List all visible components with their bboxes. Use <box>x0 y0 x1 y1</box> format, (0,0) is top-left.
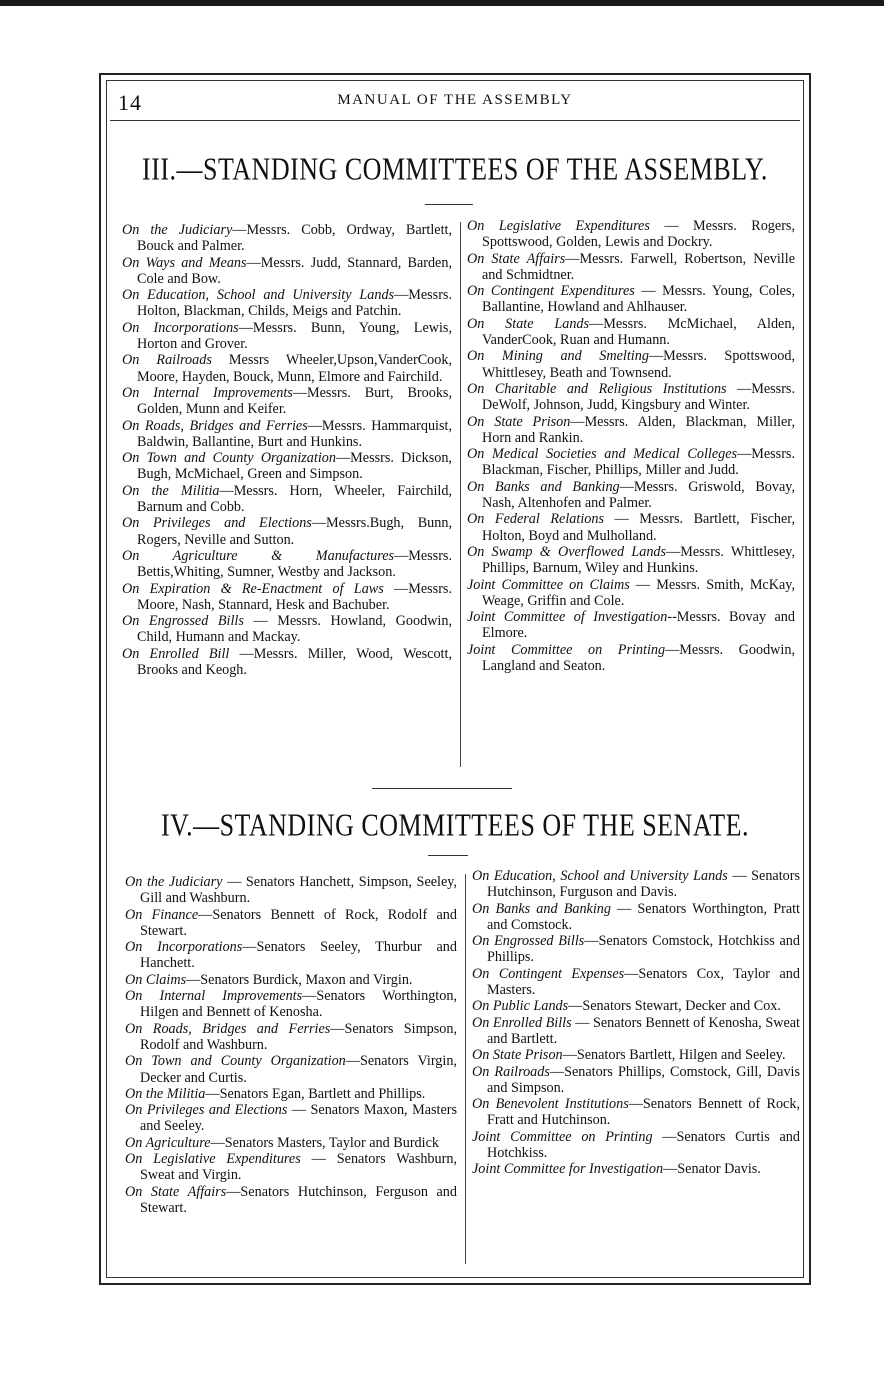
committee-name: On Enrolled Bill <box>122 645 230 662</box>
committee-entry <box>467 446 795 479</box>
committee-entry <box>125 1021 457 1054</box>
committee-members: —Messrs. Bunn, Young, Lewis, Horton and Grover. <box>137 319 452 353</box>
committee-entry <box>472 1047 800 1063</box>
committee-entry <box>472 933 800 966</box>
committee-members: —Messrs. Horn, Wheeler, Fairchild, Barnum and Cobb. <box>137 482 452 516</box>
committee-name: On State Affairs <box>467 250 566 267</box>
committee-name: On Education, School and University Lands <box>122 287 395 304</box>
page-number: 14 <box>118 90 142 115</box>
committee-name: On State Lands <box>467 315 590 332</box>
committee-members: —Messrs. Griswold, Bovay, Nash, Altenhofen and Palmer. <box>482 478 795 512</box>
committee-entry <box>122 287 452 320</box>
committee-entry <box>122 320 452 353</box>
senate-title-rule <box>428 855 468 856</box>
committee-name: On Railroads <box>472 1063 550 1080</box>
committee-members: —Senators Hutchinson, Ferguson and Stewart. <box>140 1183 457 1216</box>
committee-members: —Senators Bennett of Rock, Fratt and Hutchinson. <box>487 1096 800 1129</box>
committee-members: — Senators Bennett of Kenosha, Sweat and Bartlett. <box>487 1014 800 1047</box>
committee-name: On Privileges and Elections <box>125 1102 288 1119</box>
committee-name: On Charitable and Religious Institutions <box>467 380 727 397</box>
committee-entry <box>122 222 452 255</box>
committee-members: —Senators Simpson, Rodolf and Washburn. <box>140 1020 457 1053</box>
committee-entry <box>122 352 452 385</box>
committee-members: —Senators Burdick, Maxon and Virgin. <box>186 971 413 988</box>
committee-name: Joint Committee of Investigation <box>467 609 668 626</box>
committee-name: On Legislative Expenditures <box>467 218 650 234</box>
committee-entry <box>125 907 457 940</box>
committee-members: —Senators Bennett of Rock, Rodolf and Stewart. <box>140 906 457 939</box>
senate-section-title: IV.—STANDING COMMITTEES OF THE SENATE. <box>161 808 749 843</box>
committee-members: — Messrs. Rogers, Spottswood, Golden, Lewis and Dockry. <box>482 218 795 251</box>
committee-entry <box>472 966 800 999</box>
committee-entry <box>125 1086 457 1102</box>
committee-entry <box>472 1129 800 1162</box>
committee-entry <box>125 1102 457 1135</box>
committee-members: — Messrs. Smith, McKay, Weage, Griffin and Cole. <box>482 576 795 609</box>
committee-name: On Public Lands <box>472 998 569 1015</box>
committee-name: Joint Committee for Investigation <box>472 1161 664 1178</box>
committee-name: On Railroads <box>122 352 212 369</box>
committee-name: On Education, School and University Lands <box>472 868 728 884</box>
committee-entry <box>472 1096 800 1129</box>
committee-name: On Agriculture <box>125 1134 211 1151</box>
committee-entry <box>467 348 795 381</box>
committee-entry <box>467 414 795 447</box>
committee-members: — Senators Washburn, Sweat and Virgin. <box>140 1151 457 1184</box>
committee-entry <box>467 577 795 610</box>
header-rule <box>110 120 800 121</box>
committee-entry <box>122 581 452 614</box>
committee-name: On the Militia <box>122 482 220 499</box>
committee-entry <box>467 381 795 414</box>
committee-entry <box>122 255 452 288</box>
committee-entry <box>472 1161 800 1177</box>
committee-entry <box>122 385 452 418</box>
committee-entry <box>467 642 795 675</box>
committee-entry <box>125 988 457 1021</box>
committee-name: On Internal Improvements <box>125 988 303 1005</box>
committee-members: — Messrs. Young, Coles, Ballantine, Howland and Ahlhauser. <box>482 283 795 316</box>
committee-entry <box>125 1053 457 1086</box>
committee-entry <box>467 251 795 284</box>
committee-entry <box>467 218 795 251</box>
committee-entry <box>472 901 800 934</box>
committee-entry <box>467 479 795 512</box>
committee-members: —Messrs. Farwell, Robertson, Neville and Schmidtner. <box>482 250 795 283</box>
committee-name: On Medical Societies and Medical Colleges <box>467 446 738 463</box>
committee-members: —Messrs. Moore, Nash, Stannard, Hesk and Bachuber. <box>137 580 452 613</box>
committee-name: Joint Committee on Printing <box>472 1128 653 1145</box>
committee-members: — Senators Hanchett, Simpson, Seeley, Gill and Washburn. <box>140 874 458 907</box>
committee-members: — Senators Hutchinson, Furguson and Davis. <box>487 868 800 901</box>
senate-column-divider <box>465 874 466 1264</box>
page-top-edge <box>0 0 884 6</box>
committee-members: —Messrs. Blackman, Fischer, Phillips, Miller and Judd. <box>482 446 795 479</box>
committee-entry <box>125 1184 457 1217</box>
section-divider-rule <box>372 788 512 789</box>
committee-entry <box>467 544 795 577</box>
committee-members: —Senators Worthington, Hilgen and Bennett of Kenosha. <box>140 988 457 1021</box>
committee-entry <box>122 613 452 646</box>
committee-entry <box>472 998 800 1014</box>
committee-name: On Banks and Banking <box>467 478 620 495</box>
committee-name: On Roads, Bridges and Ferries <box>125 1020 331 1037</box>
committee-members: —Senator Davis. <box>663 1161 761 1178</box>
committee-entry <box>467 511 795 544</box>
committee-entry <box>467 609 795 642</box>
committee-name: On Ways and Means <box>122 254 247 271</box>
committee-name: On State Prison <box>467 413 571 430</box>
committee-name: On the Judiciary <box>122 222 233 238</box>
assembly-title-rule <box>425 204 473 205</box>
assembly-section-title: III.—STANDING COMMITTEES OF THE ASSEMBLY. <box>142 152 768 187</box>
committee-name: On Contingent Expenditures <box>467 283 635 300</box>
running-head: MANUAL OF THE ASSEMBLY <box>337 92 573 108</box>
committee-entry <box>472 1015 800 1048</box>
committee-entry <box>122 450 452 483</box>
committee-name: On Contingent Expenses <box>472 965 625 982</box>
committee-name: On Internal Improvements <box>122 384 293 401</box>
committee-members: —Messrs. Cobb, Ordway, Bartlett, Bouck and Palmer. <box>137 222 452 255</box>
committee-members: —Messrs. Spottswood, Whittlesey, Beath and Townsend. <box>482 348 795 381</box>
committee-members: —Senators Egan, Bartlett and Phillips. <box>205 1085 426 1102</box>
committee-name: On Benevolent Institutions <box>472 1096 629 1113</box>
committee-name: Joint Committee on Printing <box>467 641 666 658</box>
committee-name: On Roads, Bridges and Ferries <box>122 417 308 434</box>
committee-name: On Engrossed Bills <box>472 933 585 950</box>
committee-entry <box>125 1151 457 1184</box>
committee-members: —Messrs. Whittlesey, Phillips, Barnum, Wiley and Hunkins. <box>482 543 796 577</box>
committee-entry <box>467 316 795 349</box>
committee-name: On Incorporations <box>122 319 239 336</box>
committee-members: —Senators Cox, Taylor and Masters. <box>487 965 800 999</box>
committee-members: —Messrs. Dickson, Bugh, McMichael, Green and Simpson. <box>137 450 452 483</box>
committee-members: —Messrs. Holton, Blackman, Childs, Meigs and Patchin. <box>137 287 452 320</box>
committee-members: —Messrs. Hammarquist, Baldwin, Ballantine, Burt and Hunkins. <box>137 417 452 450</box>
assembly-column-divider <box>460 222 461 767</box>
committee-members: —Messrs. Miller, Wood, Wescott, Brooks and Keogh. <box>137 645 452 679</box>
committee-members: —Messrs. McMichael, Alden, VanderCook, Ruan and Humann. <box>482 315 795 349</box>
committee-entry <box>472 868 800 901</box>
committee-name: On Expiration & Re-Enactment of Laws <box>122 580 384 597</box>
committee-members: —Senators Comstock, Hotchkiss and Phillips. <box>487 933 800 966</box>
committee-entry <box>122 418 452 451</box>
committee-members: Messrs Wheeler,Upson,VanderCook, Moore, Hayden, Bouck, Munn, Elmore and Fairchild. <box>137 352 452 385</box>
committee-members: --Messrs. Bovay and Elmore. <box>482 609 795 642</box>
committee-members: —Senators Masters, Taylor and Burdick <box>210 1134 439 1151</box>
committee-name: On Banks and Banking <box>472 900 611 917</box>
assembly-right-column <box>467 218 795 674</box>
committee-entry <box>122 483 452 516</box>
committee-members: —Messrs. Goodwin, Langland and Seaton. <box>482 641 795 675</box>
committee-entry <box>125 1135 457 1151</box>
committee-entry <box>467 283 795 316</box>
assembly-left-column <box>122 222 452 678</box>
committee-entry <box>125 972 457 988</box>
committee-name: On Legislative Expenditures <box>125 1151 301 1168</box>
committee-members: —Senators Virgin, Decker and Curtis. <box>140 1053 457 1086</box>
committee-members: — Messrs. Bartlett, Fischer, Holton, Boyd and Mulholland. <box>482 511 795 544</box>
committee-members: —Messrs. DeWolf, Johnson, Judd, Kingsbury and Winter. <box>482 380 796 414</box>
committee-members: —Messrs. Burt, Brooks, Golden, Munn and Keifer. <box>137 384 452 418</box>
committee-name: On Mining and Smelting <box>467 348 649 365</box>
committee-name: On Engrossed Bills <box>122 613 244 630</box>
committee-entry <box>122 646 452 679</box>
committee-members: —Senators Seeley, Thurbur and Hanchett. <box>140 939 457 972</box>
committee-members: —Messrs. Judd, Stannard, Barden, Cole and Bow. <box>137 254 452 287</box>
committee-name: On Finance <box>125 906 199 923</box>
committee-name: On Enrolled Bills <box>472 1014 572 1031</box>
committee-entry <box>125 939 457 972</box>
committee-name: On Agriculture & Manufactures <box>122 547 395 564</box>
committee-name: On State Affairs <box>125 1183 227 1200</box>
committee-entry <box>122 548 452 581</box>
committee-entry <box>472 1064 800 1097</box>
committee-members: — Senators Worthington, Pratt and Comstock. <box>487 900 800 933</box>
committee-members: —Messrs. Bettis,Whiting, Sumner, Westby and Jackson. <box>137 547 452 581</box>
committee-entry <box>122 515 452 548</box>
committee-members: —Senators Phillips, Comstock, Gill, Davis and Simpson. <box>487 1063 801 1096</box>
committee-name: Joint Committee on Claims <box>467 576 630 593</box>
committee-name: On Federal Relations <box>467 511 604 528</box>
committee-name: On Claims <box>125 971 187 988</box>
committee-name: On Town and County Organization <box>122 450 336 467</box>
committee-members: —Messrs.Bugh, Bunn, Rogers, Neville and Sutton. <box>137 515 452 548</box>
committee-name: On Privileges and Elections <box>122 515 312 532</box>
committee-members: — Senators Maxon, Masters and Seeley. <box>140 1102 457 1135</box>
committee-members: —Senators Bartlett, Hilgen and Seeley. <box>562 1047 786 1064</box>
senate-right-column <box>472 868 800 1178</box>
committee-name: On Incorporations <box>125 939 243 956</box>
committee-members: — Messrs. Howland, Goodwin, Child, Humann and Mackay. <box>137 613 452 646</box>
committee-name: On Swamp & Overflowed Lands <box>467 543 667 560</box>
committee-name: On Town and County Organization <box>125 1053 346 1070</box>
committee-entry <box>125 874 457 907</box>
committee-members: —Messrs. Alden, Blackman, Miller, Horn and Rankin. <box>482 413 795 446</box>
committee-name: On the Militia <box>125 1085 206 1102</box>
committee-name: On the Judiciary <box>125 874 223 890</box>
committee-members: —Senators Curtis and Hotchkiss. <box>487 1128 800 1162</box>
committee-name: On State Prison <box>472 1047 563 1064</box>
committee-members: —Senators Stewart, Decker and Cox. <box>568 998 781 1015</box>
senate-left-column <box>125 874 457 1216</box>
